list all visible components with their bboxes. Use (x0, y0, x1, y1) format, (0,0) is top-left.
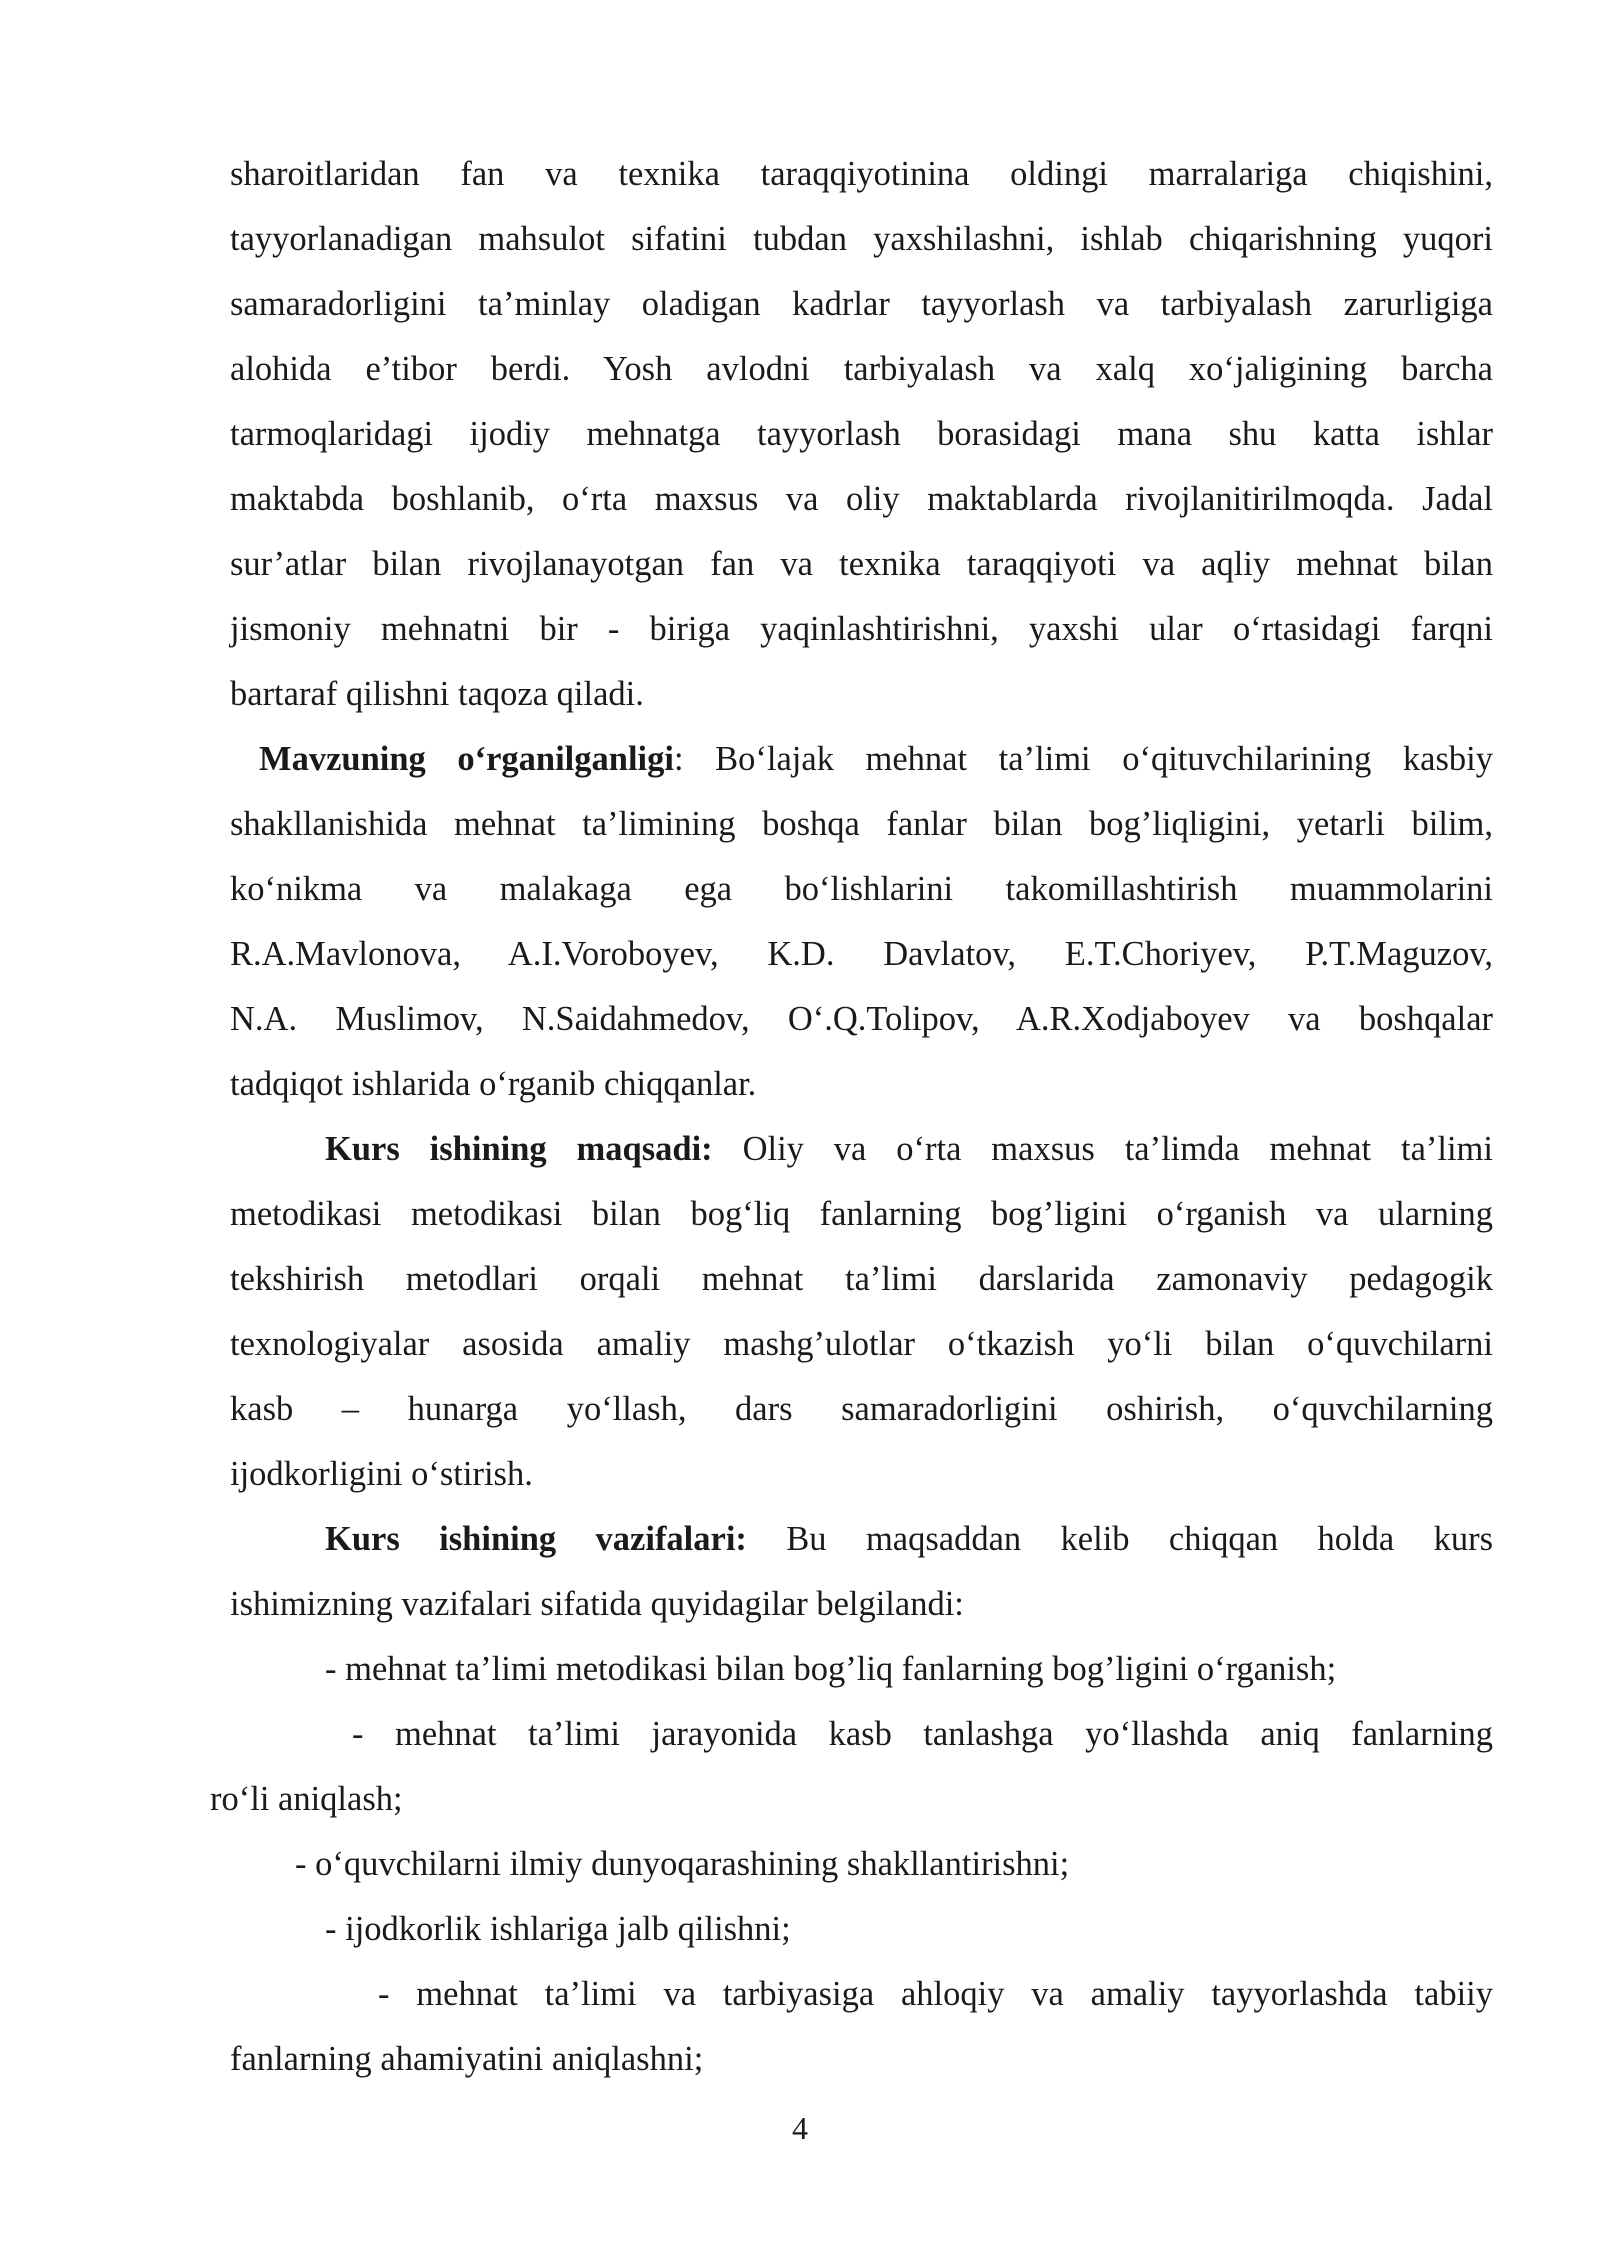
list-item: - o‘quvchilarni ilmiy dunyoqarashining shakllantirishni; (295, 1845, 1070, 1883)
list-item: - mehnat ta’limi metodikasi bilan bog’liq fanlarning bog’ligini o‘rganish; (325, 1650, 1337, 1688)
paragraph-first-line: Mavzuning o‘rganilganligi: Bo‘lajak mehnat ta’limi o‘qituvchilarining kasbiy (259, 740, 1494, 778)
list-item-continuation: ro‘li aniqlash; (210, 1780, 403, 1818)
text-line: jismoniy mehnatni bir - biriga yaqinlashtirishni, yaxshi ular o‘rtasidagi farqni (230, 610, 1493, 648)
text-line: samaradorligini ta’minlay oladigan kadrlar tayyorlash va tarbiyalash zarurligiga (230, 285, 1493, 323)
text-line: maktabda boshlanib, o‘rta maxsus va oliy maktablarda rivojlanitirilmoqda. Jadal (230, 480, 1493, 518)
list-item-continuation: fanlarning ahamiyatini aniqlashni; (230, 2040, 704, 2078)
text-line: texnologiyalar asosida amaliy mashg’ulotlar o‘tkazish yo‘li bilan o‘quvchilarni (230, 1325, 1493, 1363)
paragraph-first-line: Kurs ishining vazifalari: Bu maqsaddan kelib chiqqan holda kurs (325, 1520, 1493, 1558)
text-line: tekshirish metodlari orqali mehnat ta’limi darslarida zamonaviy pedagogik (230, 1260, 1493, 1298)
text-line: alohida e’tibor berdi. Yosh avlodni tarbiyalash va xalq xo‘jaligining barcha (230, 350, 1493, 388)
text-line: shakllanishida mehnat ta’limining boshqa fanlar bilan bog’liqligini, yetarli bilim, (230, 805, 1493, 843)
paragraph-first-line: Kurs ishining maqsadi: Oliy va o‘rta maxsus ta’limda mehnat ta’limi (325, 1130, 1493, 1168)
section-heading-mavzuning: Mavzuning o‘rganilganligi (259, 740, 674, 778)
text-line: sharoitlaridan fan va texnika taraqqiyotinina oldingi marralariga chiqishini, (230, 155, 1493, 193)
text-line: ko‘nikma va malakaga ega bo‘lishlarini takomillashtirish muammolarini (230, 870, 1493, 908)
list-item: - mehnat ta’limi jarayonida kasb tanlashga yo‘llashda aniq fanlarning (352, 1715, 1493, 1753)
text-line: ijodkorligini o‘stirish. (230, 1455, 533, 1493)
page-number: 4 (792, 2110, 808, 2146)
text-line: kasb – hunarga yo‘llash, dars samaradorligini oshirish, o‘quvchilarning (230, 1390, 1493, 1428)
section-heading-vazifalari: Kurs ishining vazifalari: (325, 1520, 747, 1558)
text-line: bartaraf qilishni taqoza qiladi. (230, 675, 644, 713)
list-item: - ijodkorlik ishlariga jalb qilishni; (325, 1910, 791, 1948)
text-line: N.A. Muslimov, N.Saidahmedov, O‘.Q.Tolipov, A.R.Xodjaboyev va boshqalar (230, 1000, 1493, 1038)
text-line: sur’atlar bilan rivojlanayotgan fan va texnika taraqqiyoti va aqliy mehnat bilan (230, 545, 1493, 583)
text-line: ishimizning vazifalari sifatida quyidagilar belgilandi: (230, 1585, 964, 1623)
list-item: - mehnat ta’limi va tarbiyasiga ahloqiy va amaliy tayyorlashda tabiiy (378, 1975, 1493, 2013)
text-line: tarmoqlaridagi ijodiy mehnatga tayyorlash borasidagi mana shu katta ishlar (230, 415, 1493, 453)
section-heading-maqsadi: Kurs ishining maqsadi: (325, 1130, 713, 1168)
text-line: metodikasi metodikasi bilan bog‘liq fanlarning bog’ligini o‘rganish va ularning (230, 1195, 1493, 1233)
text-line: tadqiqot ishlarida o‘rganib chiqqanlar. (230, 1065, 757, 1103)
text-line: R.A.Mavlonova, A.I.Voroboyev, K.D. Davlatov, E.T.Choriyev, P.T.Maguzov, (230, 935, 1493, 973)
text-line: tayyorlanadigan mahsulot sifatini tubdan yaxshilashni, ishlab chiqarishning yuqori (230, 220, 1493, 258)
